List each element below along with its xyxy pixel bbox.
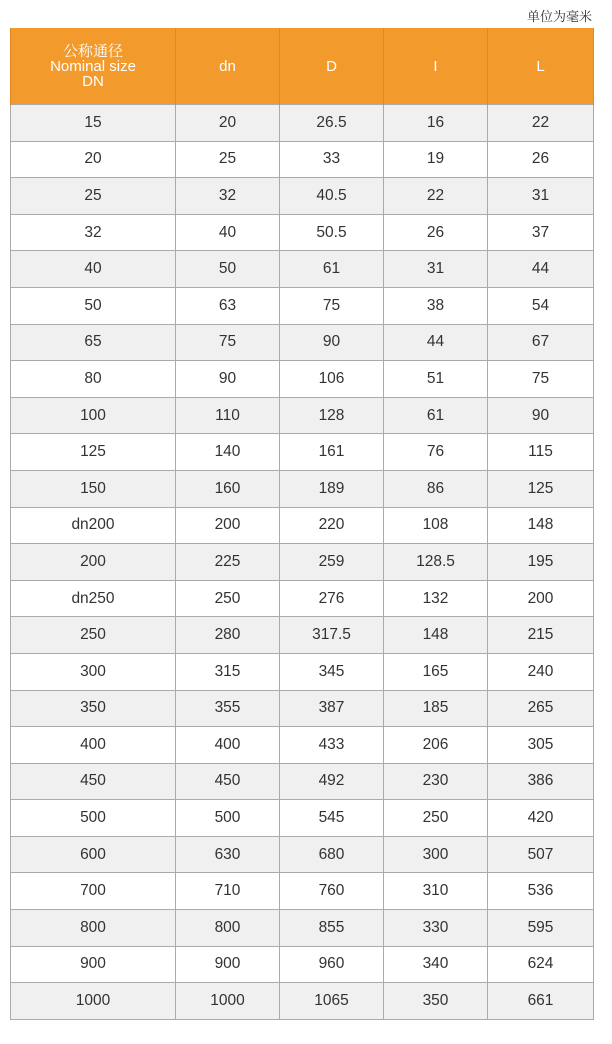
cell-i: 185 <box>384 690 488 727</box>
cell-dn: 75 <box>176 324 280 361</box>
table-row <box>11 178 594 215</box>
cell-d: 128 <box>280 397 384 434</box>
cell-i: 132 <box>384 580 488 617</box>
header-d: D <box>280 28 384 105</box>
cell-d: 50.5 <box>280 214 384 251</box>
cell-nominal-size: 400 <box>11 727 176 764</box>
cell-nominal-size: 40 <box>11 251 176 288</box>
table-row <box>11 910 594 947</box>
cell-nominal-size: 65 <box>11 324 176 361</box>
cell-dn: 355 <box>176 690 280 727</box>
cell-l: 386 <box>488 763 594 800</box>
cell-nominal-size: 200 <box>11 544 176 581</box>
cell-dn: 250 <box>176 580 280 617</box>
cell-l: 31 <box>488 178 594 215</box>
cell-i: 230 <box>384 763 488 800</box>
cell-l: 420 <box>488 800 594 837</box>
table-row <box>11 727 594 764</box>
cell-l: 67 <box>488 324 594 361</box>
table-row <box>11 983 594 1020</box>
cell-l: 44 <box>488 251 594 288</box>
cell-nominal-size: 15 <box>11 105 176 142</box>
cell-d: 220 <box>280 507 384 544</box>
cell-i: 250 <box>384 800 488 837</box>
cell-dn: 200 <box>176 507 280 544</box>
cell-dn: 800 <box>176 910 280 947</box>
header-i: I <box>384 28 488 105</box>
cell-dn: 1000 <box>176 983 280 1020</box>
cell-d: 492 <box>280 763 384 800</box>
cell-l: 26 <box>488 141 594 178</box>
cell-nominal-size: 800 <box>11 910 176 947</box>
cell-l: 115 <box>488 434 594 471</box>
cell-d: 26.5 <box>280 105 384 142</box>
cell-i: 165 <box>384 653 488 690</box>
cell-i: 86 <box>384 470 488 507</box>
cell-nominal-size: 50 <box>11 287 176 324</box>
cell-d: 433 <box>280 727 384 764</box>
cell-i: 19 <box>384 141 488 178</box>
cell-d: 106 <box>280 361 384 398</box>
cell-l: 90 <box>488 397 594 434</box>
table-body <box>11 105 594 1020</box>
cell-i: 22 <box>384 178 488 215</box>
cell-dn: 315 <box>176 653 280 690</box>
cell-dn: 900 <box>176 946 280 983</box>
cell-i: 16 <box>384 105 488 142</box>
cell-nominal-size: 100 <box>11 397 176 434</box>
cell-d: 855 <box>280 910 384 947</box>
cell-dn: 63 <box>176 287 280 324</box>
cell-i: 44 <box>384 324 488 361</box>
cell-l: 265 <box>488 690 594 727</box>
cell-i: 31 <box>384 251 488 288</box>
cell-i: 340 <box>384 946 488 983</box>
cell-d: 161 <box>280 434 384 471</box>
cell-d: 75 <box>280 287 384 324</box>
cell-i: 38 <box>384 287 488 324</box>
cell-d: 90 <box>280 324 384 361</box>
cell-dn: 450 <box>176 763 280 800</box>
table-row <box>11 434 594 471</box>
table-row <box>11 873 594 910</box>
cell-dn: 40 <box>176 214 280 251</box>
cell-i: 128.5 <box>384 544 488 581</box>
cell-nominal-size: 32 <box>11 214 176 251</box>
cell-nominal-size: 150 <box>11 470 176 507</box>
cell-l: 305 <box>488 727 594 764</box>
cell-dn: 140 <box>176 434 280 471</box>
cell-l: 75 <box>488 361 594 398</box>
table-row <box>11 470 594 507</box>
cell-l: 22 <box>488 105 594 142</box>
cell-nominal-size: 300 <box>11 653 176 690</box>
cell-i: 61 <box>384 397 488 434</box>
table-row <box>11 690 594 727</box>
table-row <box>11 287 594 324</box>
cell-dn: 25 <box>176 141 280 178</box>
cell-dn: 225 <box>176 544 280 581</box>
cell-l: 240 <box>488 653 594 690</box>
table-row <box>11 507 594 544</box>
cell-i: 26 <box>384 214 488 251</box>
cell-dn: 110 <box>176 397 280 434</box>
table-header-row <box>11 28 594 105</box>
cell-l: 148 <box>488 507 594 544</box>
cell-nominal-size: 900 <box>11 946 176 983</box>
cell-dn: 400 <box>176 727 280 764</box>
table-row <box>11 105 594 142</box>
cell-d: 760 <box>280 873 384 910</box>
cell-l: 536 <box>488 873 594 910</box>
cell-l: 200 <box>488 580 594 617</box>
cell-dn: 710 <box>176 873 280 910</box>
cell-d: 40.5 <box>280 178 384 215</box>
cell-d: 317.5 <box>280 617 384 654</box>
header-dn: dn <box>176 28 280 105</box>
cell-nominal-size: dn200 <box>11 507 176 544</box>
cell-dn: 630 <box>176 836 280 873</box>
cell-i: 108 <box>384 507 488 544</box>
cell-dn: 20 <box>176 105 280 142</box>
cell-i: 330 <box>384 910 488 947</box>
cell-dn: 90 <box>176 361 280 398</box>
cell-dn: 280 <box>176 617 280 654</box>
cell-nominal-size: 25 <box>11 178 176 215</box>
cell-l: 195 <box>488 544 594 581</box>
table-row <box>11 544 594 581</box>
header-l: L <box>488 28 594 105</box>
dimension-table <box>10 28 594 1020</box>
cell-d: 680 <box>280 836 384 873</box>
cell-i: 206 <box>384 727 488 764</box>
cell-nominal-size: 80 <box>11 361 176 398</box>
cell-l: 215 <box>488 617 594 654</box>
cell-l: 624 <box>488 946 594 983</box>
cell-l: 661 <box>488 983 594 1020</box>
cell-d: 61 <box>280 251 384 288</box>
cell-i: 148 <box>384 617 488 654</box>
table-row <box>11 397 594 434</box>
table-row <box>11 653 594 690</box>
unit-note: 单位为毫米 <box>526 10 592 25</box>
cell-nominal-size: 1000 <box>11 983 176 1020</box>
cell-nominal-size: 600 <box>11 836 176 873</box>
cell-l: 125 <box>488 470 594 507</box>
table-row <box>11 763 594 800</box>
cell-dn: 500 <box>176 800 280 837</box>
cell-nominal-size: 700 <box>11 873 176 910</box>
cell-d: 189 <box>280 470 384 507</box>
cell-i: 350 <box>384 983 488 1020</box>
cell-nominal-size: 500 <box>11 800 176 837</box>
table-row <box>11 800 594 837</box>
cell-d: 259 <box>280 544 384 581</box>
table-row <box>11 836 594 873</box>
header-nominal-size-code: DN <box>82 72 104 90</box>
cell-nominal-size: 350 <box>11 690 176 727</box>
cell-nominal-size: 250 <box>11 617 176 654</box>
table-row <box>11 251 594 288</box>
cell-nominal-size: 125 <box>11 434 176 471</box>
header-nominal-size-cn: 公称通径 <box>62 42 123 60</box>
cell-dn: 50 <box>176 251 280 288</box>
table-row <box>11 580 594 617</box>
cell-l: 37 <box>488 214 594 251</box>
cell-i: 76 <box>384 434 488 471</box>
cell-d: 276 <box>280 580 384 617</box>
cell-i: 51 <box>384 361 488 398</box>
header-nominal-size-en: Nominal size <box>50 57 136 75</box>
cell-dn: 160 <box>176 470 280 507</box>
cell-nominal-size: 450 <box>11 763 176 800</box>
cell-d: 1065 <box>280 983 384 1020</box>
table-row <box>11 617 594 654</box>
cell-l: 507 <box>488 836 594 873</box>
cell-d: 545 <box>280 800 384 837</box>
cell-dn: 32 <box>176 178 280 215</box>
cell-l: 595 <box>488 910 594 947</box>
cell-nominal-size: dn250 <box>11 580 176 617</box>
cell-nominal-size: 20 <box>11 141 176 178</box>
header-nominal-size <box>11 28 176 105</box>
table-row <box>11 324 594 361</box>
cell-d: 33 <box>280 141 384 178</box>
cell-l: 54 <box>488 287 594 324</box>
cell-i: 300 <box>384 836 488 873</box>
table-row <box>11 214 594 251</box>
cell-d: 387 <box>280 690 384 727</box>
cell-d: 960 <box>280 946 384 983</box>
table-row <box>11 361 594 398</box>
cell-i: 310 <box>384 873 488 910</box>
table-row <box>11 946 594 983</box>
table-row <box>11 141 594 178</box>
cell-d: 345 <box>280 653 384 690</box>
